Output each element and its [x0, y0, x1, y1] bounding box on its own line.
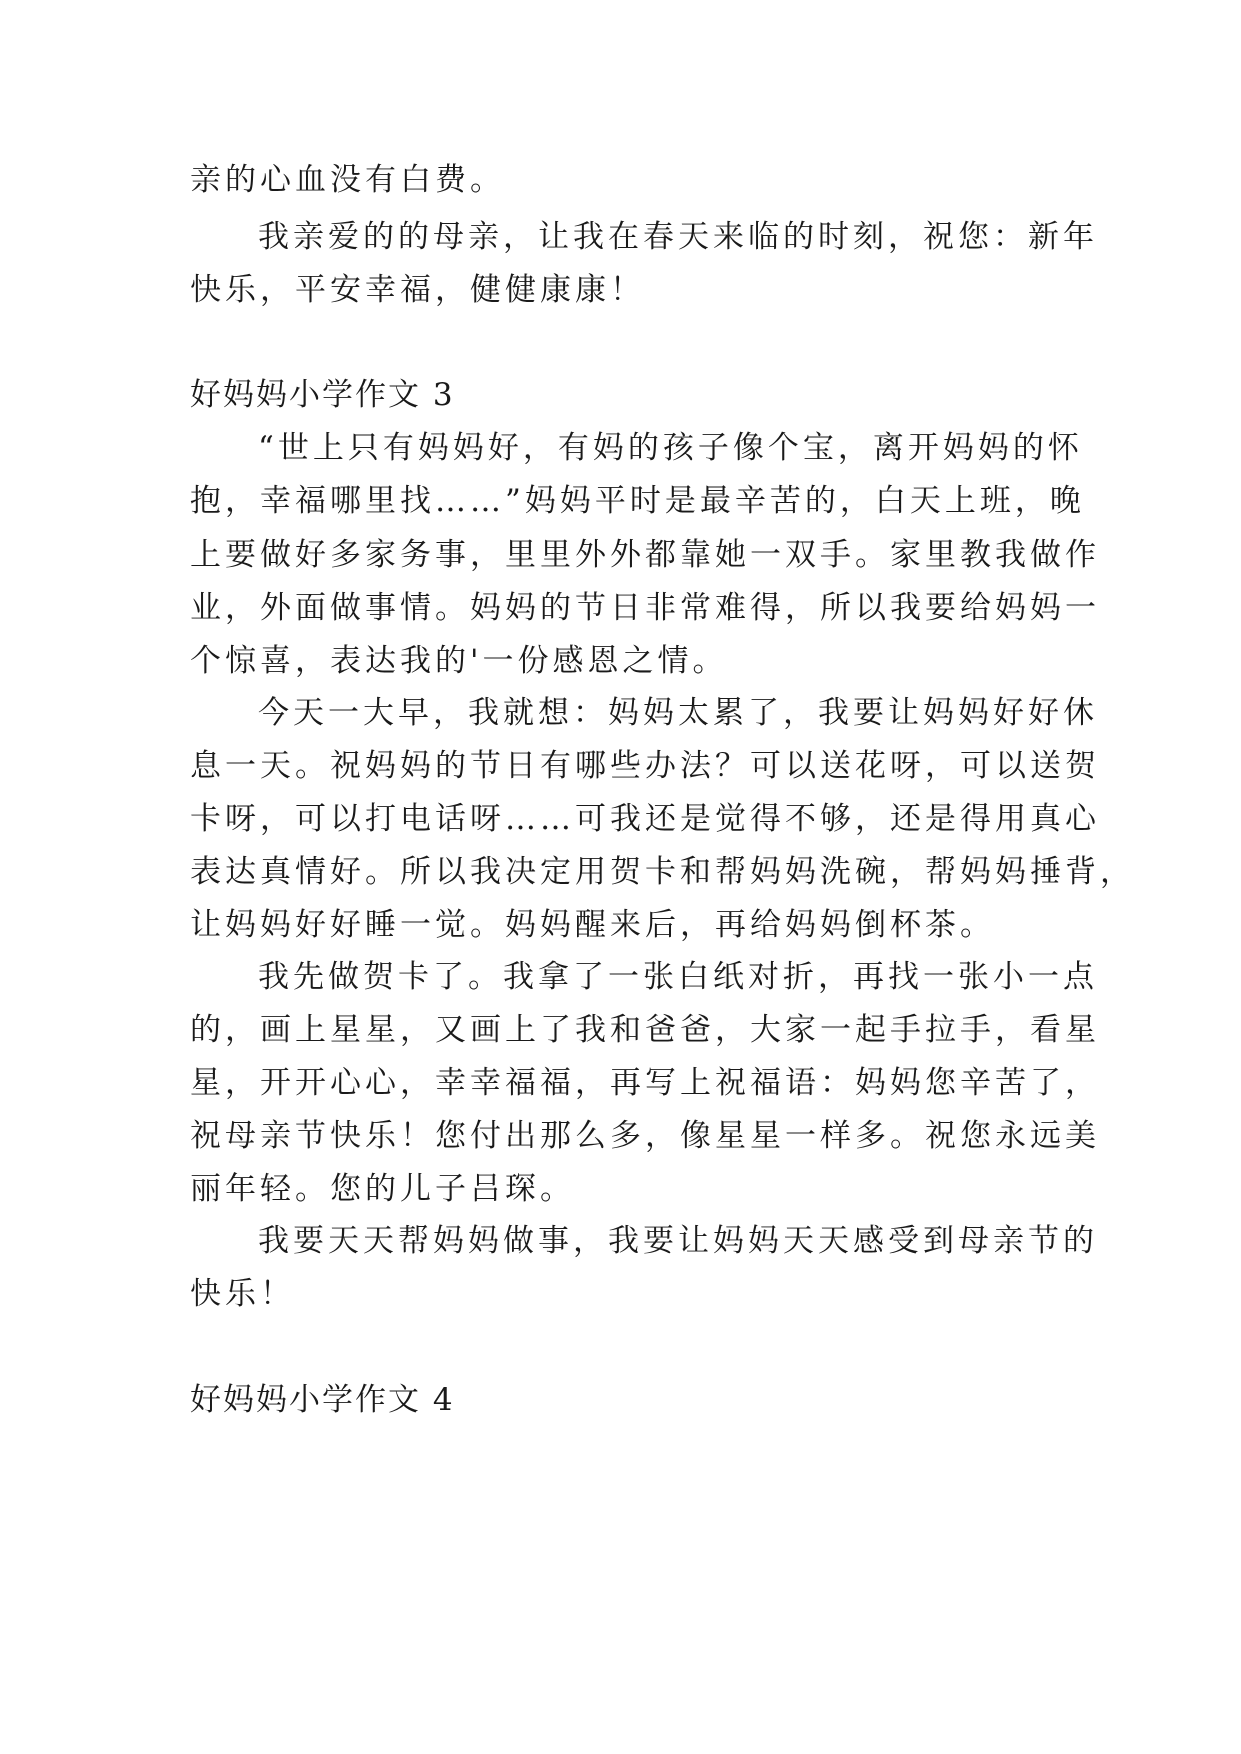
text-line: 卡呀，可以打电话呀……可我还是觉得不够，还是得用真心 [190, 801, 1100, 837]
text-line: 的，画上星星，又画上了我和爸爸，大家一起手拉手，看星 [190, 1012, 1100, 1048]
section-heading-3: 好妈妈小学作文 3 [190, 377, 455, 413]
paragraph-first-line: 我先做贺卡了。我拿了一张白纸对折，再找一张小一点 [258, 959, 1098, 995]
text-line: 息一天。祝妈妈的节日有哪些办法？可以送花呀，可以送贺 [190, 748, 1100, 784]
text-line: 快乐，平安幸福，健健康康！ [190, 272, 645, 308]
paragraph-first-line: 我要天天帮妈妈做事，我要让妈妈天天感受到母亲节的 [258, 1223, 1098, 1259]
text-line: 个惊喜，表达我的'一份感恩之情。 [190, 643, 728, 679]
text-line: 星，开开心心，幸幸福福，再写上祝福语：妈妈您辛苦了， [190, 1065, 1100, 1101]
text-line: 祝母亲节快乐！您付出那么多，像星星一样多。祝您永远美 [190, 1118, 1100, 1154]
text-line: 抱，幸福哪里找……”妈妈平时是最辛苦的，白天上班，晚 [190, 483, 1085, 519]
paragraph-first-line: 我亲爱的的母亲，让我在春天来临的时刻，祝您：新年 [258, 219, 1098, 255]
text-line: 丽年轻。您的儿子吕琛。 [190, 1171, 575, 1207]
text-line: 上要做好多家务事，里里外外都靠她一双手。家里教我做作 [190, 537, 1100, 573]
section-heading-4: 好妈妈小学作文 4 [190, 1382, 455, 1418]
text-line: 业，外面做事情。妈妈的节日非常难得，所以我要给妈妈一 [190, 590, 1100, 626]
paragraph-first-line: “世上只有妈妈好，有妈的孩子像个宝，离开妈妈的怀 [258, 430, 1083, 466]
text-line: 快乐！ [190, 1276, 295, 1312]
text-line: 让妈妈好好睡一觉。妈妈醒来后，再给妈妈倒杯茶。 [190, 907, 995, 943]
text-line: 亲的心血没有白费。 [190, 162, 505, 198]
paragraph-first-line: 今天一大早，我就想：妈妈太累了，我要让妈妈好好休 [258, 695, 1098, 731]
text-line: 表达真情好。所以我决定用贺卡和帮妈妈洗碗，帮妈妈捶背， [190, 854, 1135, 890]
